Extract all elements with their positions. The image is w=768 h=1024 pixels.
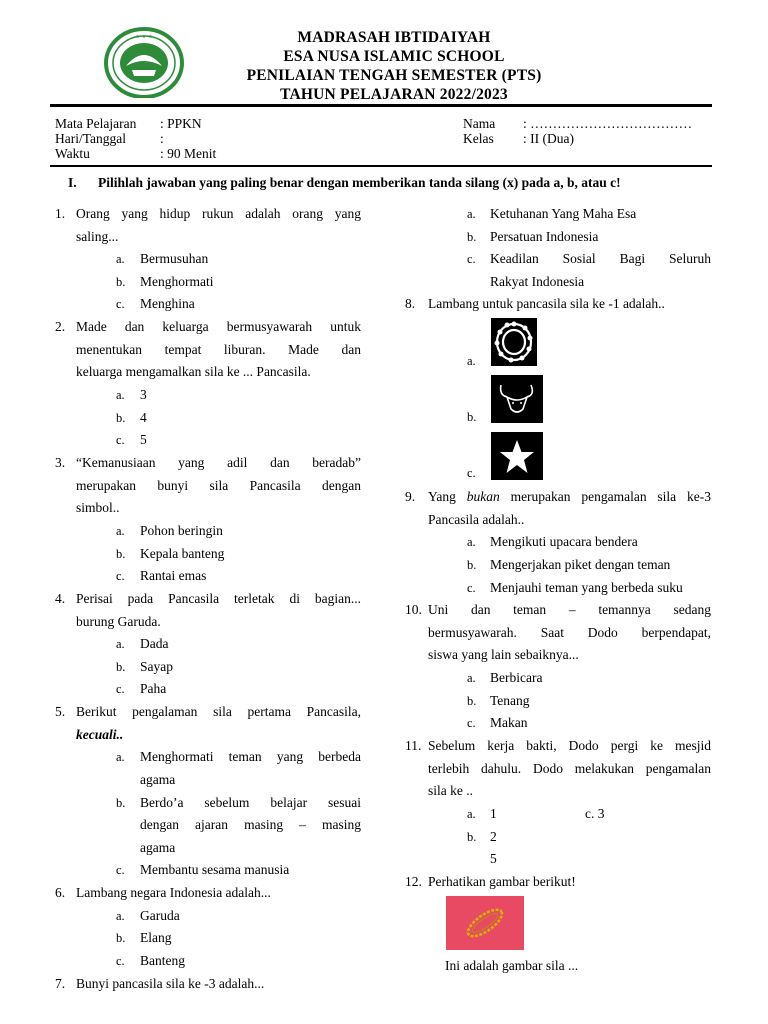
q1-text-1: Orang yang hidup rukun adalah orang yang (76, 206, 361, 221)
q5-number: 5. (55, 704, 66, 719)
q1-b-letter: b. (116, 275, 126, 289)
bull-head-image[interactable] (491, 375, 543, 423)
q11-option-b[interactable]: 2 (490, 829, 497, 844)
class-label: Kelas (463, 131, 494, 146)
q9-option-c[interactable]: Menjauhi teman yang berbeda suku (490, 580, 683, 595)
class-value: : II (Dua) (523, 131, 574, 146)
q11-text-2: terlebih dahulu. Dodo melakukan pengamalan (428, 761, 711, 776)
q1-a-letter: a. (116, 252, 125, 266)
q7-option-b[interactable]: Persatuan Indonesia (490, 229, 599, 244)
q7-a-letter: a. (467, 207, 476, 221)
q9-text-1b: bukan (466, 489, 500, 504)
q7-text-1: Bunyi pancasila sila ke -3 adalah... (76, 976, 265, 991)
q9-b-letter: b. (467, 558, 477, 572)
header-line-4: TAHUN PELAJARAN 2022/2023 (280, 86, 508, 103)
q3-text-2: merupakan bunyi sila Pancasila dengan (76, 478, 361, 493)
q6-option-a[interactable]: Garuda (140, 908, 180, 923)
q5-c-letter: c. (116, 863, 125, 877)
q10-text-3: siswa yang lain sebaiknya... (428, 647, 579, 662)
q5-option-b-1[interactable]: Berdo’a sebelum belajar sesuai (140, 795, 361, 810)
star-image[interactable] (491, 432, 543, 480)
q9-text-1c: merupakan pengamalan sila ke-3 (499, 489, 711, 504)
q3-option-c[interactable]: Rantai emas (140, 568, 207, 583)
q10-number: 10. (405, 602, 422, 617)
q12-number: 12. (405, 874, 422, 889)
section-number: I. (68, 175, 77, 190)
chain-pink-image[interactable] (446, 896, 524, 950)
q2-text-3: keluarga mengamalkan sila ke ... Pancasila. (76, 364, 311, 379)
date-label: Hari/Tanggal (55, 131, 127, 146)
q3-c-letter: c. (116, 569, 125, 583)
q11-number: 11. (405, 738, 422, 753)
q2-option-a[interactable]: 3 (140, 387, 147, 402)
q7-b-letter: b. (467, 230, 477, 244)
q10-a-letter: a. (467, 671, 476, 685)
q3-b-letter: b. (116, 547, 126, 561)
q6-text-1: Lambang negara Indonesia adalah... (76, 885, 271, 900)
q8-c-letter: c. (467, 466, 476, 480)
q1-number: 1. (55, 206, 66, 221)
q9-text-1 (428, 486, 711, 509)
q9-a-letter: a. (467, 535, 476, 549)
q10-option-c[interactable]: Makan (490, 715, 528, 730)
chain-symbol-image[interactable] (491, 318, 537, 366)
name-label: Nama (463, 116, 496, 131)
q3-text-1: “Kemanusiaan yang adil dan beradab” (76, 455, 361, 470)
name-value: : ……………………………… (523, 116, 693, 131)
q11-option-a[interactable]: 1 (490, 806, 497, 821)
q10-option-b[interactable]: Tenang (490, 693, 530, 708)
header-line-2: ESA NUSA ISLAMIC SCHOOL (283, 48, 505, 65)
q5-option-b-2[interactable]: dengan ajaran masing – masing (140, 817, 361, 832)
q4-c-letter: c. (116, 682, 125, 696)
q1-text-2: saling... (76, 229, 119, 244)
q5-a-letter: a. (116, 750, 125, 764)
q1-option-a[interactable]: Bermusuhan (140, 251, 209, 266)
date-value: : (160, 131, 164, 146)
q2-text-1: Made dan keluarga bermusyawarah untuk (76, 319, 361, 334)
time-label: Waktu (55, 146, 90, 161)
q6-option-b[interactable]: Elang (140, 930, 172, 945)
q11-b-letter: b. (467, 830, 477, 844)
q5-text-2: kecuali.. (76, 727, 124, 742)
q4-number: 4. (55, 591, 66, 606)
header-line-3: PENILAIAN TENGAH SEMESTER (PTS) (246, 67, 542, 84)
q1-c-letter: c. (116, 297, 125, 311)
q4-option-c[interactable]: Paha (140, 681, 167, 696)
q3-option-b[interactable]: Kepala banteng (140, 546, 225, 561)
header-line-1: MADRASAH IBTIDAIYAH (297, 29, 491, 46)
q8-number: 8. (405, 296, 416, 311)
q7-option-a[interactable]: Ketuhanan Yang Maha Esa (490, 206, 637, 221)
q1-option-b[interactable]: Menghormati (140, 274, 214, 289)
q7-option-c-1[interactable]: Keadilan Sosial Bagi Seluruh (490, 251, 711, 266)
q11-option-c[interactable]: c. 3 (585, 806, 605, 821)
q2-option-c[interactable]: 5 (140, 432, 147, 447)
q4-a-letter: a. (116, 637, 125, 651)
q11-extra: 5 (490, 851, 497, 866)
q6-a-letter: a. (116, 909, 125, 923)
q9-text-2: Pancasila adalah.. (428, 512, 525, 527)
q2-a-letter: a. (116, 388, 125, 402)
section-instruction (68, 175, 621, 191)
subject-label: Mata Pelajaran (55, 116, 137, 131)
meta-rule (50, 165, 712, 167)
q4-b-letter: b. (116, 660, 126, 674)
q7-number: 7. (55, 976, 66, 991)
q12-text-1: Perhatikan gambar berikut! (428, 874, 576, 889)
q10-b-letter: b. (467, 694, 477, 708)
q2-b-letter: b. (116, 411, 126, 425)
q3-option-a[interactable]: Pohon beringin (140, 523, 223, 538)
q6-number: 6. (55, 885, 66, 900)
q9-option-a[interactable]: Mengikuti upacara bendera (490, 534, 638, 549)
q10-c-letter: c. (467, 716, 476, 730)
header-rule (50, 104, 712, 107)
q4-option-b[interactable]: Sayap (140, 659, 173, 674)
q6-option-c[interactable]: Banteng (140, 953, 185, 968)
q5-option-a-1[interactable]: Menghormati teman yang berbeda (140, 749, 361, 764)
q5-option-a-2[interactable]: agama (140, 772, 176, 787)
q9-c-letter: c. (467, 581, 476, 595)
q3-text-3: simbol.. (76, 500, 120, 515)
q4-text-1: Perisai pada Pancasila terletak di bagian... (76, 591, 361, 606)
q11-text-1: Sebelum kerja bakti, Dodo pergi ke mesjid (428, 738, 711, 753)
q6-b-letter: b. (116, 931, 126, 945)
q10-text-2: bermusyawarah. Saat Dodo berpendapat, (428, 625, 711, 640)
q4-option-a[interactable]: Dada (140, 636, 169, 651)
q11-a-letter: a. (467, 807, 476, 821)
q2-option-b[interactable]: 4 (140, 410, 147, 425)
q2-c-letter: c. (116, 433, 125, 447)
time-value: : 90 Menit (160, 146, 217, 161)
q3-a-letter: a. (116, 524, 125, 538)
q4-text-2: burung Garuda. (76, 614, 161, 629)
q2-number: 2. (55, 319, 66, 334)
q5-option-c[interactable]: Membantu sesama manusia (140, 862, 290, 877)
q9-option-b[interactable]: Mengerjakan piket dengan teman (490, 557, 671, 572)
svg-text:★ ★ ★: ★ ★ ★ (135, 34, 153, 40)
q8-b-letter: b. (467, 410, 477, 424)
q9-text-1a: Yang (428, 489, 467, 504)
q11-text-3: sila ke .. (428, 783, 473, 798)
q2-text-2: menentukan tempat liburan. Made dan (76, 342, 361, 357)
section-text: Pilihlah jawaban yang paling benar dengan memberikan tanda silang (x) pada a, b, atau c! (98, 175, 621, 190)
q7-c-letter: c. (467, 252, 476, 266)
q1-option-c[interactable]: Menghina (140, 296, 195, 311)
q3-number: 3. (55, 455, 66, 470)
q6-c-letter: c. (116, 954, 125, 968)
subject-value: : PPKN (160, 116, 202, 131)
q7-option-c-2[interactable]: Rakyat Indonesia (490, 274, 585, 289)
q9-number: 9. (405, 489, 416, 504)
q5-b-letter: b. (116, 796, 126, 810)
q10-option-a[interactable]: Berbicara (490, 670, 543, 685)
q8-a-letter: a. (467, 354, 476, 368)
q5-text-1: Berikut pengalaman sila pertama Pancasila, (76, 704, 361, 719)
q8-text-1: Lambang untuk pancasila sila ke -1 adalah.. (428, 296, 665, 311)
document-header (0, 28, 768, 104)
q12-caption: Ini adalah gambar sila ... (445, 958, 579, 973)
q5-option-b-3[interactable]: agama (140, 840, 176, 855)
q10-text-1: Uni dan teman – temannya sedang (428, 602, 711, 617)
